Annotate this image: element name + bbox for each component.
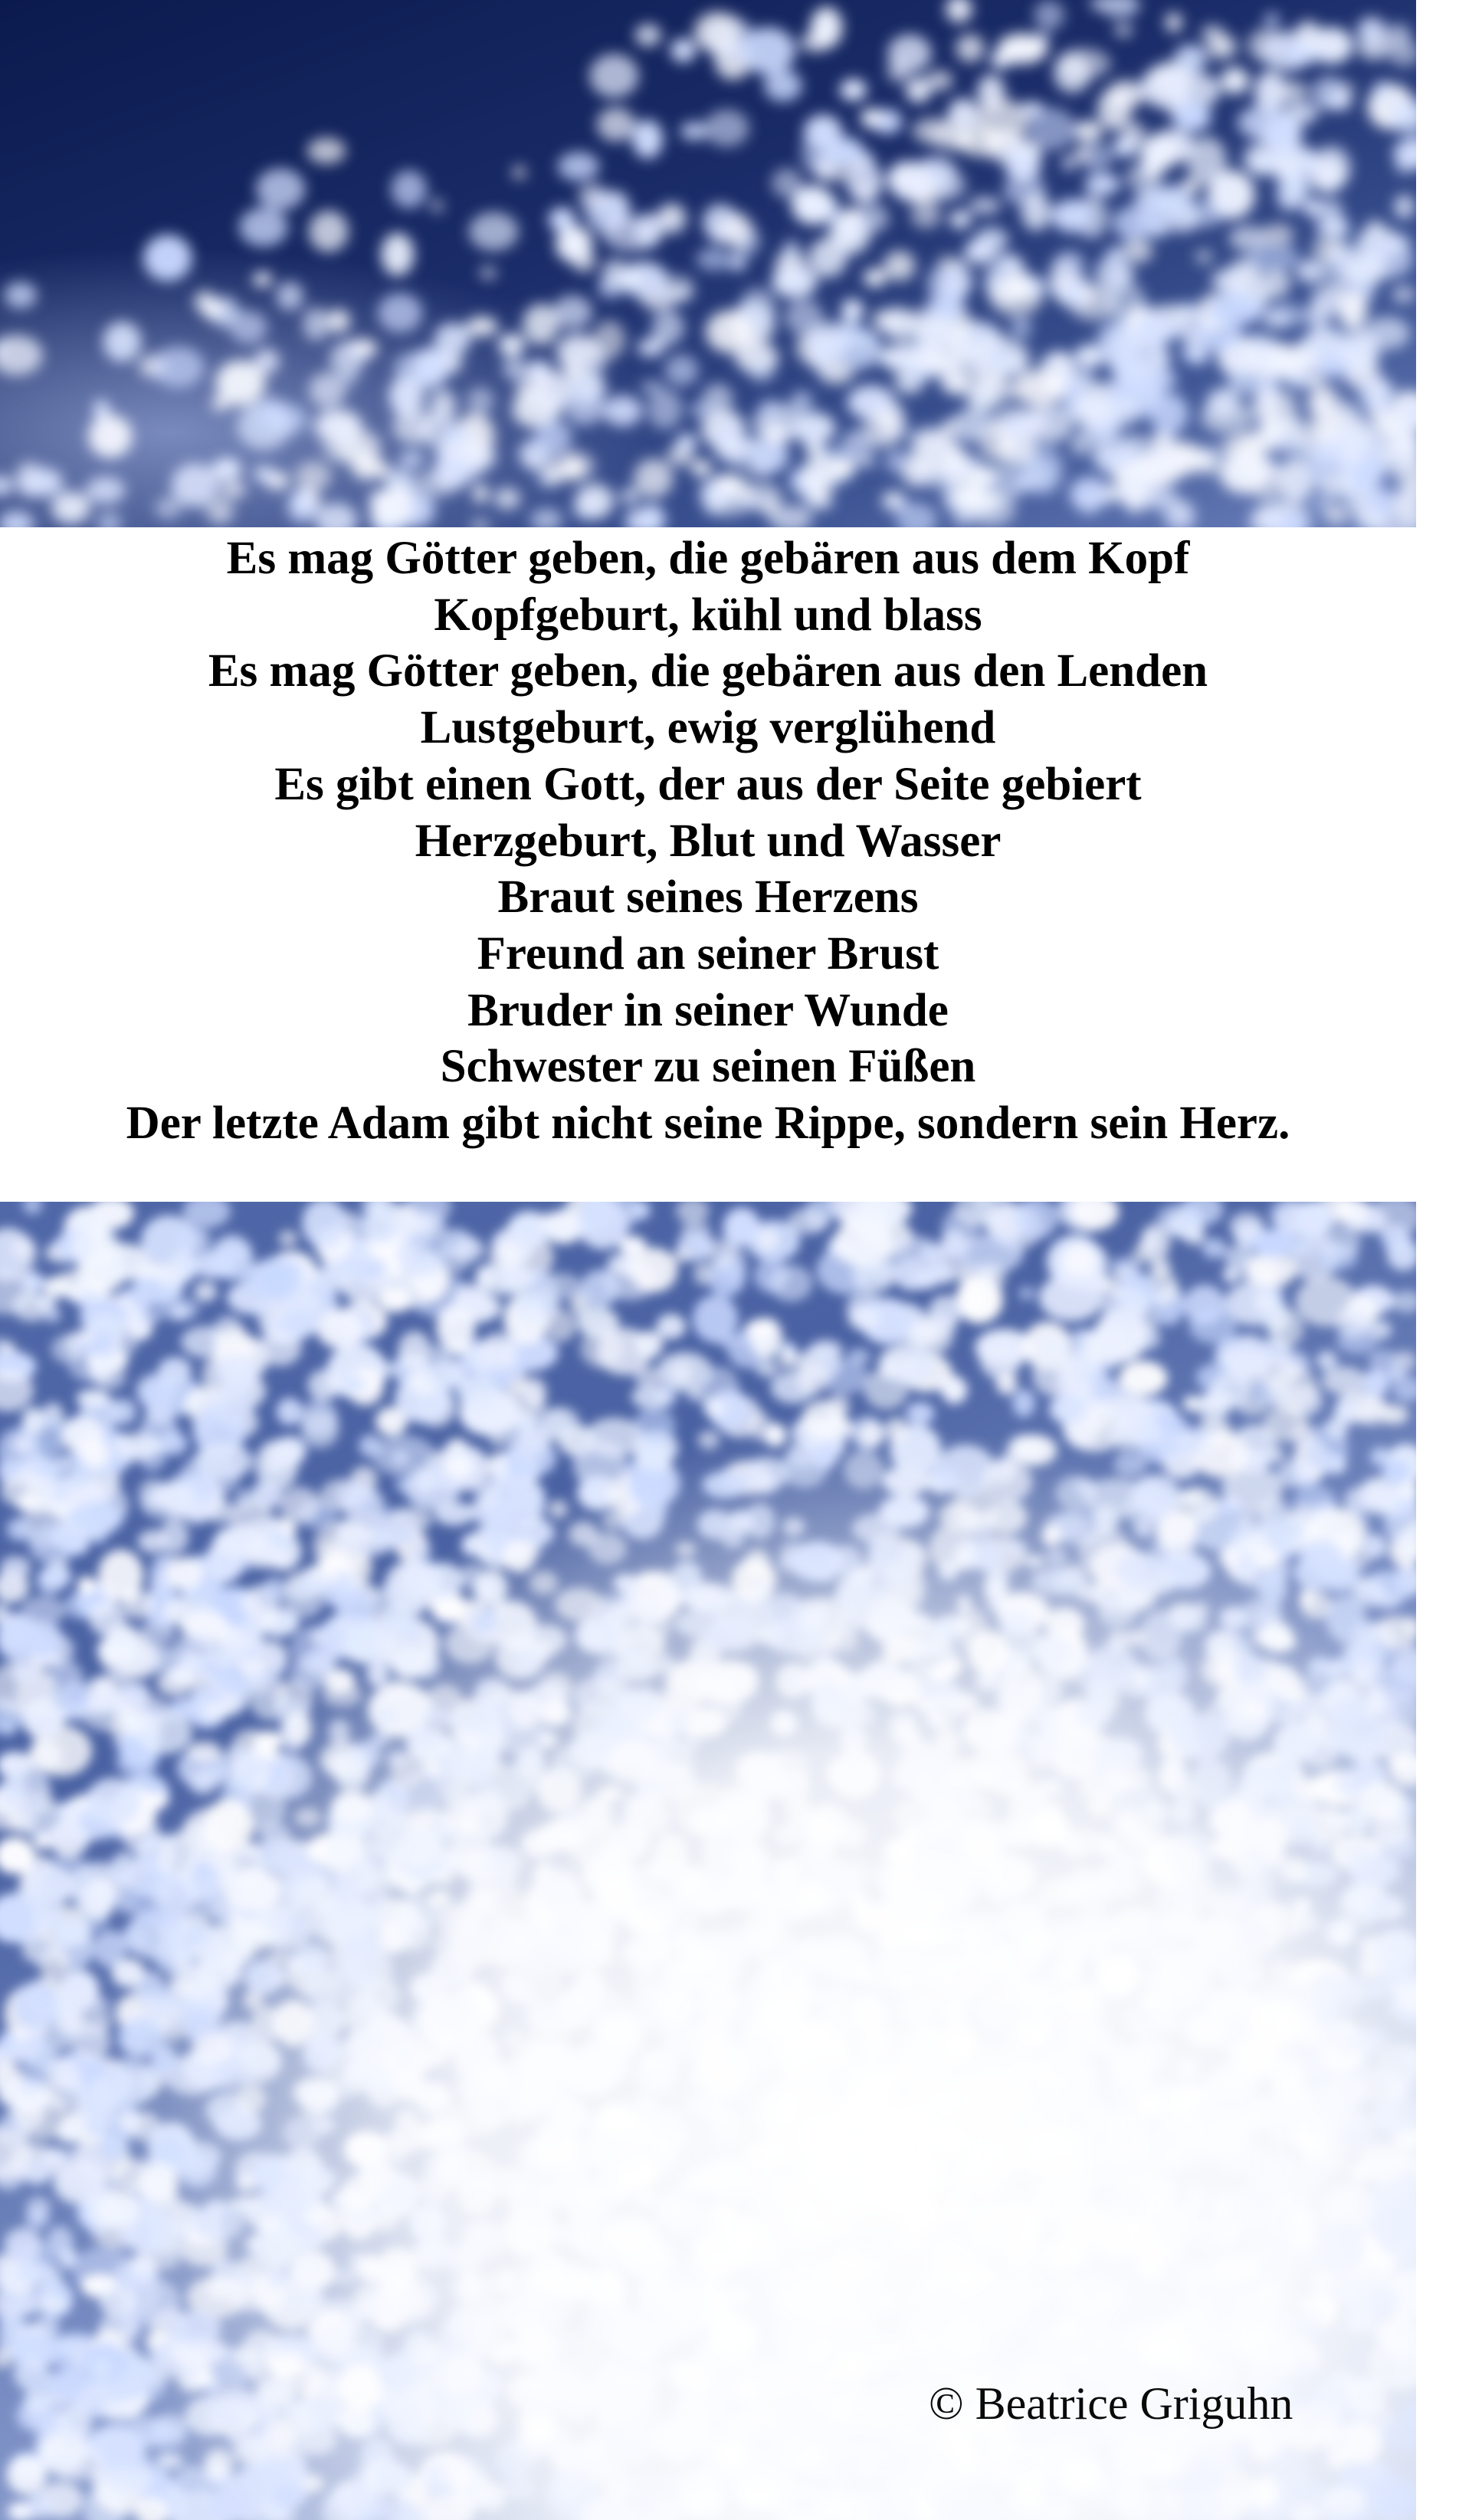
poem-line-11: Der letzte Adam gibt nicht seine Rippe, sondern sein Herz. [126,1098,1290,1150]
poem-line-9: Bruder in seiner Wunde [467,984,949,1036]
poem-line-3: Es mag Götter geben, die gebären aus den Lenden [208,645,1208,697]
poem-block [0,527,1416,1202]
poem-line-6: Herzgeburt, Blut und Wasser [415,815,1002,867]
sky-photo-bottom [0,1202,1416,2520]
poem-line-5: Es gibt einen Gott, der aus der Seite gebiert [274,758,1142,810]
poem-line-2: Kopfgeburt, kühl und blass [434,589,982,641]
sky-photo-top [0,0,1416,527]
poem-line-1: Es mag Götter geben, die gebären aus dem Kopf [226,533,1190,584]
poem-line-4: Lustgeburt, ewig verglühend [420,702,996,754]
copyright-text: © Beatrice Griguhn [929,2378,1293,2429]
poem-line-7: Braut seines Herzens [497,871,919,924]
poem-line-10: Schwester zu seinen Füßen [440,1041,976,1093]
poem-line-8: Freund an seiner Brust [477,927,939,979]
